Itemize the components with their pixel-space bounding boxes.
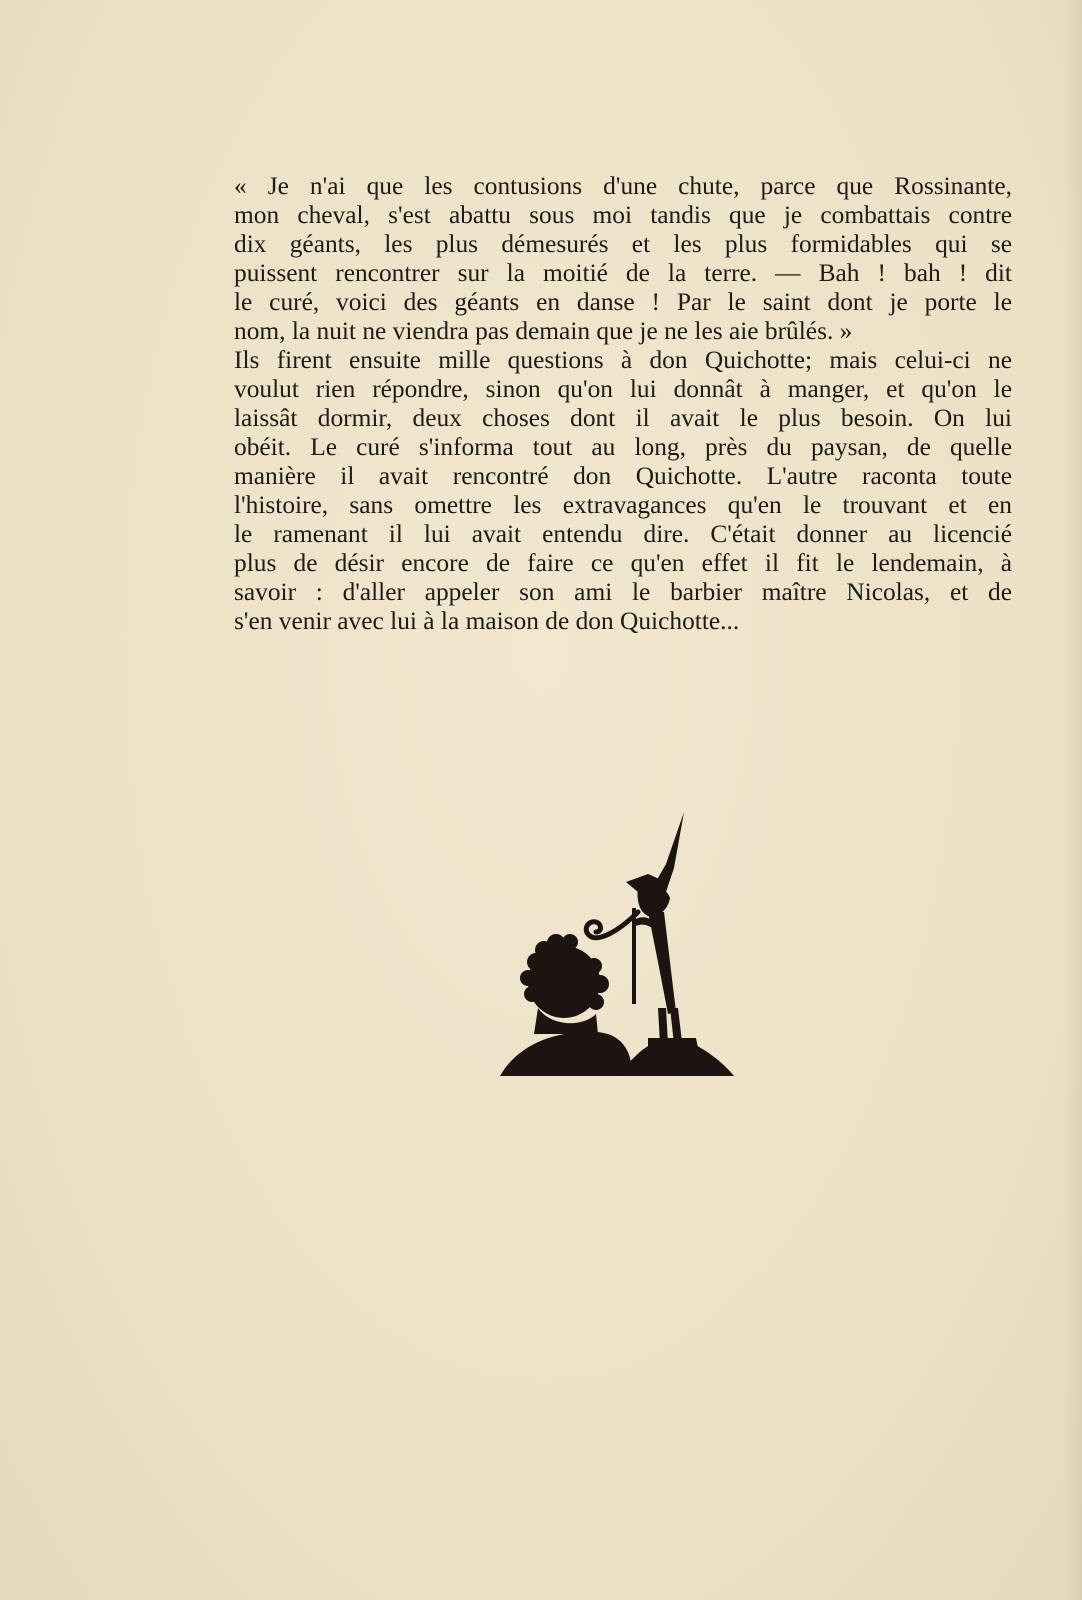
text-line: s'en venir avec lui à la maison de don Quichotte... xyxy=(234,607,740,635)
text-line: savoir : d'aller appeler son ami le barbier maître Nicolas, et de xyxy=(234,578,1012,606)
text-line: voulut rien répondre, sinon qu'on lui donnât à manger, et qu'on le xyxy=(234,375,1012,403)
text-line: le curé, voici des géants en danse ! Par le saint dont je porte le xyxy=(234,288,1012,316)
text-line: le ramenant il lui avait entendu dire. C'était donner au licencié xyxy=(234,520,1012,548)
text-line: manière il avait rencontré don Quichotte. L'autre raconta toute xyxy=(234,462,1012,490)
text-line: « Je n'ai que les contusions d'une chute, parce que Rossinante, xyxy=(234,172,1012,200)
text-line: Ils firent ensuite mille questions à don Quichotte; mais celui-ci ne xyxy=(234,346,1012,374)
text-line: mon cheval, s'est abattu sous moi tandis que je combattais contre xyxy=(234,201,1012,229)
text-line: l'histoire, sans omettre les extravagances qu'en le trouvant et en xyxy=(234,491,1012,519)
text-line: laissât dormir, deux choses dont il avait le plus besoin. On lui xyxy=(234,404,1012,432)
text-line: nom, la nuit ne viendra pas demain que je ne les aie brûlés. » xyxy=(234,317,853,345)
text-line: obéit. Le curé s'informa tout au long, près du paysan, de quelle xyxy=(234,433,1012,461)
text-line: puissent rencontrer sur la moitié de la terre. — Bah ! bah ! dit xyxy=(234,259,1012,287)
don-quixote-silhouette-icon xyxy=(498,812,748,1080)
text-line: dix géants, les plus démesurés et les plus formidables qui se xyxy=(234,230,1012,258)
body-text xyxy=(234,172,1012,636)
text-line: plus de désir encore de faire ce qu'en effet il fit le lendemain, à xyxy=(234,549,1012,577)
